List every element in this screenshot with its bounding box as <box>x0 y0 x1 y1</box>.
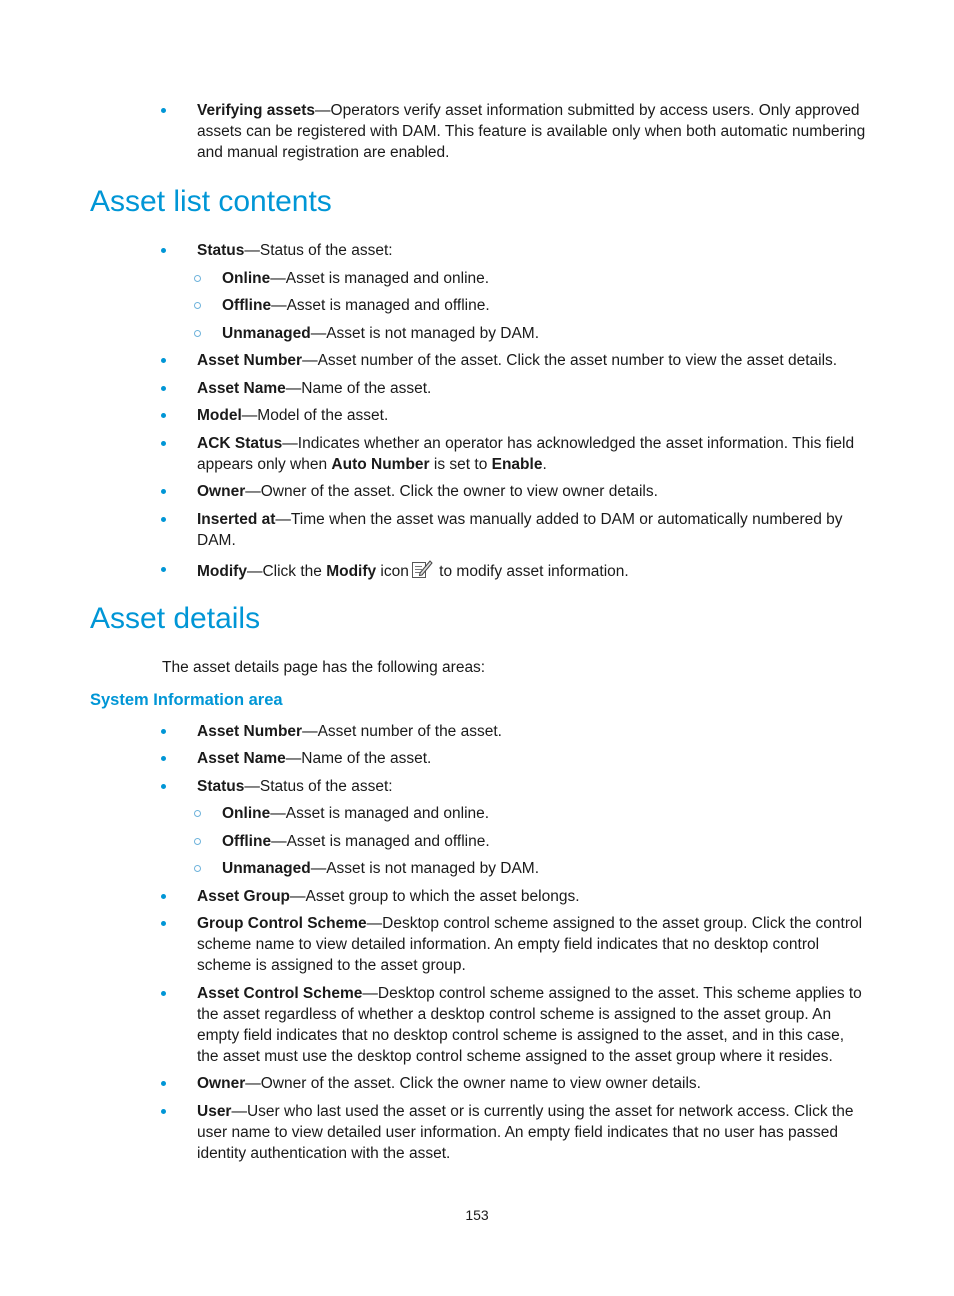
bullet-asset-name-2 <box>162 748 867 769</box>
bullet-group-control-scheme <box>162 913 867 976</box>
page-number: 153 <box>465 1207 489 1223</box>
sub-bullet-circle <box>194 810 201 817</box>
description: —Operators verify asset information submitted by access users. Only approved assets can be registered with DAM. This feature is available only when both automatic numbering and manual registration are enabled. <box>197 102 866 161</box>
term: Owner <box>197 483 246 500</box>
inline-term: Enable <box>491 456 543 473</box>
term: Asset Control Scheme <box>197 985 363 1002</box>
term: Offline <box>222 833 272 850</box>
sub-bullet-circle <box>194 865 201 872</box>
description: icon <box>376 563 409 580</box>
bullet-dot <box>161 1109 166 1114</box>
description: —Asset is managed and offline. <box>271 297 490 314</box>
description: —Owner of the asset. Click the owner to view owner details. <box>245 483 658 500</box>
bullet-owner-2 <box>162 1073 867 1094</box>
description: —Time when the asset was manually added to DAM or automatically numbered by DAM. <box>197 511 843 549</box>
description: —Name of the asset. <box>285 380 432 397</box>
bullet-asset-number-2 <box>162 721 867 742</box>
bullet-dot <box>161 1081 166 1086</box>
bullet-asset-name <box>162 378 867 399</box>
bullet-dot <box>161 729 166 734</box>
term: User <box>197 1103 232 1120</box>
description: —Owner of the asset. Click the owner name to view owner details. <box>245 1075 701 1092</box>
description: —Desktop control scheme assigned to the asset. This scheme applies to the asset regardless of whether a desktop control scheme is assigned to the asset group. An empty field indicates that no desktop control scheme is assigned to the asset, and in this case, the asset must use the desktop control scheme assigned to the asset group where it resides. <box>197 985 862 1065</box>
description: —Asset number of the asset. Click the asset number to view the asset details. <box>302 352 838 369</box>
term: Asset Number <box>197 723 303 740</box>
bullet-user <box>162 1101 867 1164</box>
sub-bullet-circle <box>194 330 201 337</box>
description: —Click the <box>246 563 327 580</box>
description: —Asset is not managed by DAM. <box>310 860 540 877</box>
bullet-dot <box>161 413 166 418</box>
sub-bullet-circle <box>194 302 201 309</box>
sub-bullet-offline-2 <box>195 831 865 852</box>
bullet-model <box>162 405 867 426</box>
sub-bullet-online-2 <box>195 803 865 824</box>
bullet-dot <box>161 784 166 789</box>
description: —Model of the asset. <box>241 407 389 424</box>
sub-bullet-unmanaged-2 <box>195 858 865 879</box>
bullet-dot <box>161 921 166 926</box>
modify-edit-icon <box>411 559 433 585</box>
intro-paragraph: The asset details page has the following areas: <box>162 659 486 676</box>
bullet-dot <box>161 441 166 446</box>
term: Asset Name <box>197 750 286 767</box>
term: Modify <box>197 563 247 580</box>
description: —Name of the asset. <box>285 750 432 767</box>
term: Model <box>197 407 242 424</box>
bullet-asset-group <box>162 886 867 907</box>
bullet-dot <box>161 248 166 253</box>
description: —Indicates whether an operator has acknowledged the asset information. This field appears only when <box>197 435 855 473</box>
bullet-status-2 <box>162 776 867 797</box>
bullet-ack-status <box>162 433 867 475</box>
term: Inserted at <box>197 511 276 528</box>
description: —Status of the asset: <box>244 242 393 259</box>
description: —Asset group to which the asset belongs. <box>290 888 580 905</box>
term: Online <box>222 270 271 287</box>
term: Verifying assets <box>197 102 316 119</box>
description: to modify asset information. <box>434 563 629 580</box>
bullet-dot <box>161 756 166 761</box>
bullet-verifying-assets <box>162 100 867 163</box>
sub-bullet-circle <box>194 838 201 845</box>
term: Unmanaged <box>222 325 311 342</box>
sub-bullet-unmanaged <box>195 323 865 344</box>
inline-term: Auto Number <box>331 456 430 473</box>
bullet-status <box>162 240 867 261</box>
term: Unmanaged <box>222 860 311 877</box>
description: —Asset is managed and offline. <box>271 833 490 850</box>
sub-bullet-online <box>195 268 865 289</box>
term: Group Control Scheme <box>197 915 367 932</box>
term: Status <box>197 778 245 795</box>
inline-term: Modify <box>326 563 377 580</box>
section-title-asset-details: Asset details <box>90 602 261 635</box>
bullet-dot <box>161 991 166 996</box>
term: Asset Name <box>197 380 286 397</box>
bullet-dot <box>161 489 166 494</box>
bullet-inserted-at <box>162 509 867 551</box>
sub-bullet-circle <box>194 275 201 282</box>
description: —Desktop control scheme assigned to the asset group. Click the control scheme name to view detailed information. An empty field indicates that no desktop control scheme is assigned to the asset group. <box>197 915 863 974</box>
sub-bullet-offline <box>195 295 865 316</box>
bullet-dot <box>161 358 166 363</box>
bullet-owner <box>162 481 867 502</box>
bullet-dot <box>161 517 166 522</box>
term: Owner <box>197 1075 246 1092</box>
description: —Asset is managed and online. <box>270 805 490 822</box>
term: Offline <box>222 297 272 314</box>
description: —Asset number of the asset. <box>302 723 502 740</box>
bullet-asset-number <box>162 350 867 371</box>
bullet-dot <box>161 567 166 572</box>
bullet-dot <box>161 386 166 391</box>
description: —Status of the asset: <box>244 778 393 795</box>
description: —Asset is not managed by DAM. <box>310 325 540 342</box>
description: —User who last used the asset or is currently using the asset for network access. Click the user name to view detailed user information. An empty field indicates that no user has passed identity authentication with the asset. <box>197 1103 854 1162</box>
bullet-modify <box>162 559 867 585</box>
bullet-dot <box>161 108 166 113</box>
bullet-dot <box>161 894 166 899</box>
bullet-asset-control-scheme <box>162 983 867 1067</box>
term: Online <box>222 805 271 822</box>
description: . <box>542 456 547 473</box>
term: Asset Group <box>197 888 291 905</box>
term: Status <box>197 242 245 259</box>
term: Asset Number <box>197 352 303 369</box>
section-title-asset-list-contents: Asset list contents <box>90 185 332 218</box>
term: ACK Status <box>197 435 283 452</box>
subsection-title-system-information: System Information area <box>90 691 283 709</box>
description: is set to <box>429 456 492 473</box>
description: —Asset is managed and online. <box>270 270 490 287</box>
